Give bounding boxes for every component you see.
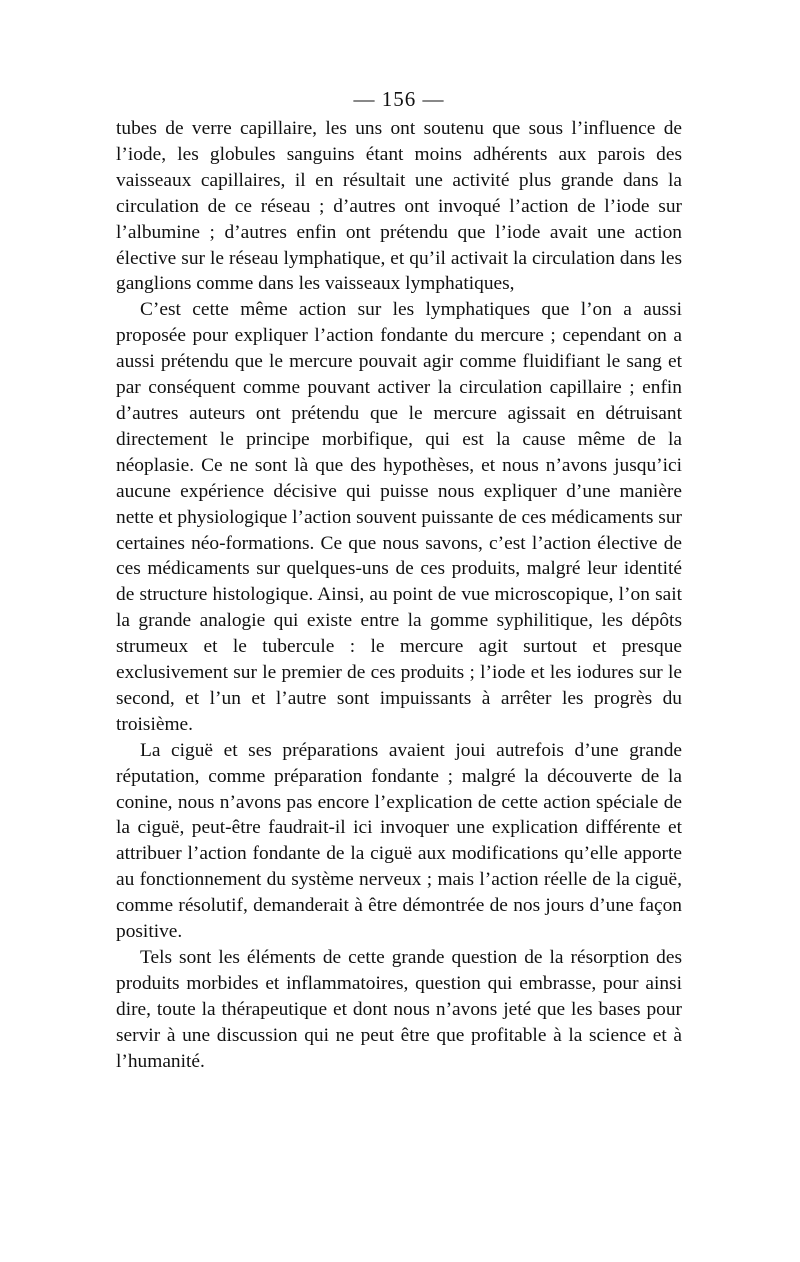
paragraph-iode-theories: tubes de verre capillaire, les uns ont soutenu que sous l’influence de l’iode, les globules sanguins étant moins adhérents aux parois des vaisseaux capillaires, il en résultait une activité plus grande dans la circulation de ce réseau ; d’autres ont invoqué l’action de l’iode sur l’albumine ; d’autres enfin ont prétendu que l’iode avait une action élective sur le réseau lymphatique, et qu’il activait la circulation dans les ganglions comme dans les vaisseaux lymphatiques, [116, 118, 682, 295]
paragraph-cigue: La ciguë et ses préparations avaient joui autrefois d’une grande réputation, comme préparation fondante ; malgré la découverte de la conine, nous n’avons pas encore l’explication de cette action spéciale de la ciguë, peut-être faudrait-il ici invoquer une explication différente et attribuer l’action fondante de la ciguë aux modifications qu’elle apporte au fonctionnement du système nerveux ; mais l’action réelle de la ciguë, comme résolutif, demanderait à être démontrée de nos jours d’une façon positive. [116, 739, 682, 943]
paragraph-mercure-action: C’est cette même action sur les lymphatiques que l’on a aussi proposée pour expliquer l’action fondante du mercure ; cependant on a aussi prétendu que le mercure pouvait agir comme fluidifiant le sang et par conséquent comme pouvant activer la circulation capillaire ; enfin d’autres auteurs ont prétendu que le mercure agissait en détruisant directement le principe morbifique, qui est la cause même de la néoplasie. Ce ne sont là que des hypothèses, et nous n’avons jusqu’ici aucune expérience décisive qui puisse nous expliquer d’une manière nette et physiologique l’action souvent puissante de ces médicaments sur certaines néo-formations. Ce que nous savons, c’est l’action élective de ces médicaments sur quelques-uns de ces produits, malgré leur identité de structure histologique. Ainsi, au point de vue microscopique, l’on sait la grande analogie qui existe entre la gomme syphilitique, les dépôts strumeux et le tubercule : le mercure agit surtout et presque exclusivement sur le premier de ces produits ; l’iode et les iodures sur le second, et l’un et l’autre sont impuissants à arrêter les progrès du troisième. [116, 299, 682, 735]
paragraph-conclusion: Tels sont les éléments de cette grande question de la résorption des produits morbides et inflammatoires, question qui embrasse, pour ainsi dire, toute la thérapeutique et dont nous n’avons jeté que les bases pour servir à une discussion qui ne peut être que profitable à la science et à l’humanité. [116, 947, 682, 1072]
page-number: — 156 — [353, 87, 445, 111]
book-page [116, 86, 682, 1075]
